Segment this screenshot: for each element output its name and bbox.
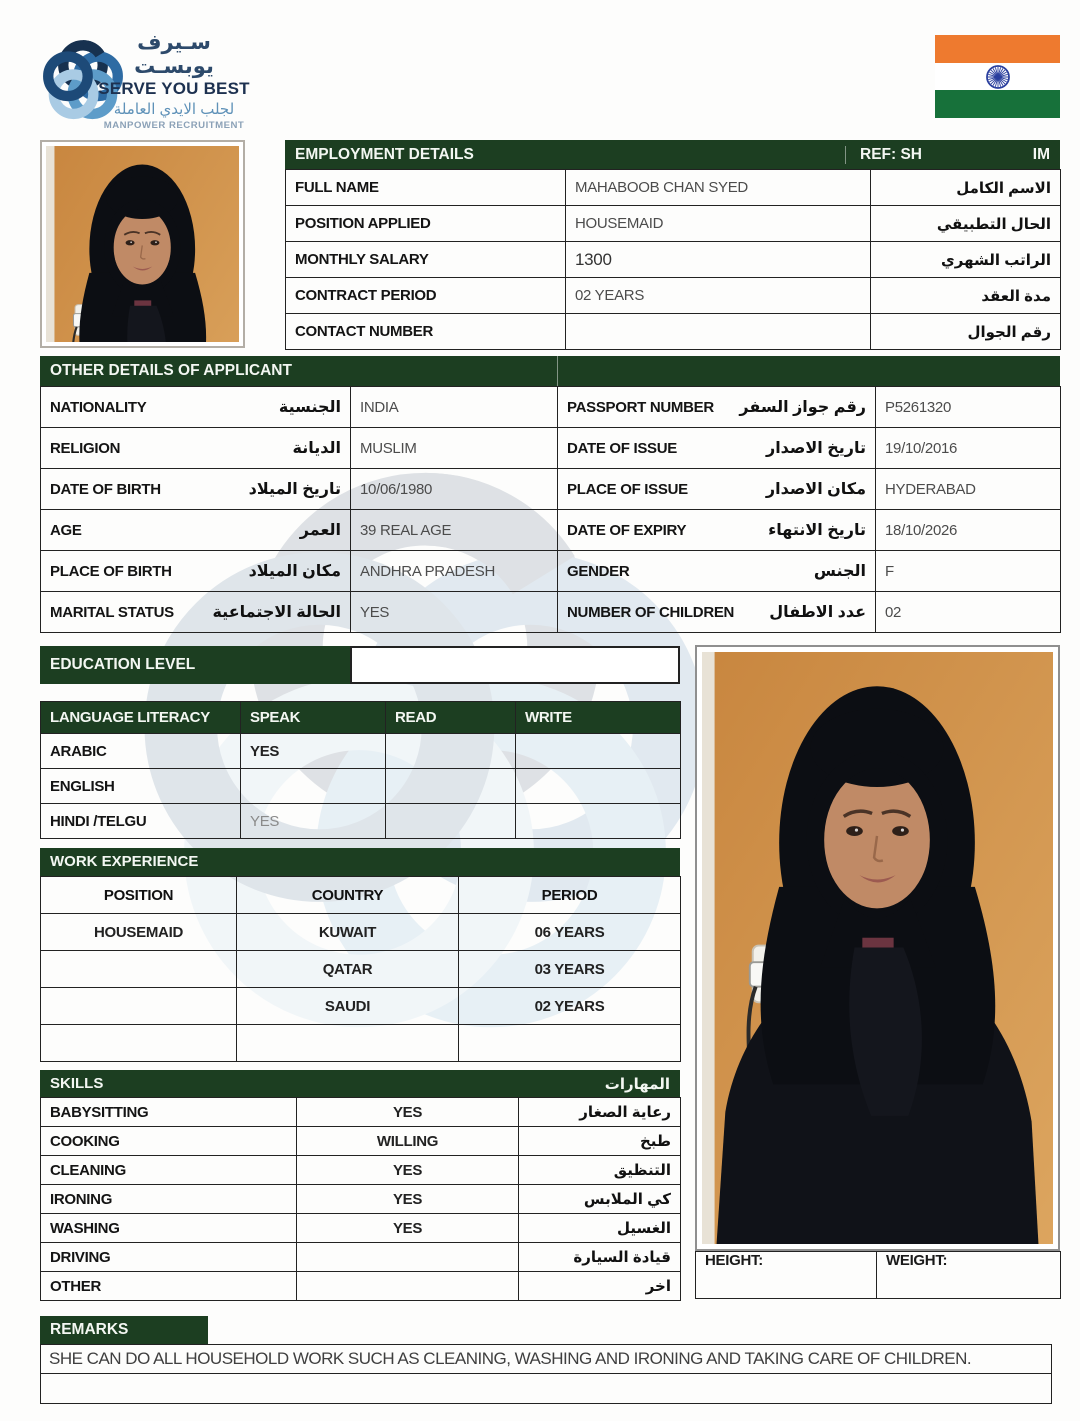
- skills-title-arabic: المهارات: [604, 1075, 670, 1093]
- field-label: MONTHLY SALARY: [286, 242, 566, 278]
- table-row: [286, 314, 1061, 350]
- table-row: [41, 592, 1061, 633]
- field-arabic-label: الراتب الشهري: [871, 242, 1061, 278]
- table-row: [41, 734, 681, 769]
- field-label: PLACE OF ISSUE: [567, 480, 688, 498]
- period-value: [459, 1025, 681, 1062]
- field-arabic-label: رقم جواز السفر: [739, 399, 866, 416]
- field-label: DATE OF EXPIRY: [567, 521, 687, 539]
- field-label: GENDER: [567, 562, 630, 580]
- table-row: [41, 428, 1061, 469]
- position-value: [41, 1025, 237, 1062]
- field-label-cell: [558, 592, 876, 633]
- table-row: [41, 914, 681, 951]
- skill-value: YES: [297, 1098, 519, 1127]
- field-label-cell: [558, 387, 876, 428]
- field-value: ANDHRA PRADESH: [351, 551, 558, 592]
- country-value: [237, 1025, 459, 1062]
- column-header: POSITION: [41, 877, 237, 914]
- table-row: [41, 387, 1061, 428]
- table-row: [41, 469, 1061, 510]
- field-arabic-label: مكان الميلاد: [248, 563, 341, 580]
- read-value: [386, 769, 516, 804]
- column-header: PERIOD: [459, 877, 681, 914]
- other-details-header: [40, 356, 1060, 386]
- field-label: CONTACT NUMBER: [286, 314, 566, 350]
- brand-arabic-name: سـيرف يوبسـت: [134, 31, 214, 79]
- field-value: [566, 314, 871, 350]
- field-label-cell: [41, 428, 351, 469]
- field-label: NATIONALITY: [50, 398, 147, 416]
- skill-arabic-label: طبخ: [519, 1127, 681, 1156]
- remarks-header: REMARKS: [40, 1316, 208, 1344]
- field-label: AGE: [50, 521, 82, 539]
- write-value: [516, 769, 681, 804]
- other-details-header-right: [557, 356, 1060, 386]
- employment-details-table: [285, 169, 1061, 350]
- period-value: 06 YEARS: [459, 914, 681, 951]
- applicant-photo-large: [695, 645, 1060, 1251]
- field-label: PLACE OF BIRTH: [50, 562, 172, 580]
- country-value: QATAR: [237, 951, 459, 988]
- field-value: HOUSEMAID: [566, 206, 871, 242]
- speak-value: YES: [241, 804, 386, 839]
- read-value: [386, 734, 516, 769]
- speak-value: YES: [241, 734, 386, 769]
- field-arabic-label: الحال التطبيقي: [871, 206, 1061, 242]
- skill-value: [297, 1272, 519, 1301]
- field-label-cell: [558, 510, 876, 551]
- field-value: 02 YEARS: [566, 278, 871, 314]
- ashoka-chakra-icon: [985, 64, 1011, 90]
- table-row: [286, 278, 1061, 314]
- field-value: INDIA: [351, 387, 558, 428]
- field-arabic-label: مكان الاصدار: [765, 481, 866, 498]
- field-arabic-label: تاريخ الميلاد: [248, 481, 341, 498]
- field-value: 1300: [566, 242, 871, 278]
- field-arabic-label: تاريخ الانتهاء: [768, 522, 866, 539]
- table-header-row: [41, 702, 681, 734]
- education-level-header: EDUCATION LEVEL: [40, 646, 350, 684]
- column-header: WRITE: [516, 702, 681, 734]
- field-value: F: [876, 551, 1061, 592]
- education-level-value: [350, 646, 680, 684]
- table-row: [286, 242, 1061, 278]
- field-value: 39 REAL AGE: [351, 510, 558, 551]
- table-row: [41, 551, 1061, 592]
- remarks-text: SHE CAN DO ALL HOUSEHOLD WORK SUCH AS CLEANING, WASHING AND IRONING AND TAKING CARE OF CHILDREN.: [40, 1344, 1052, 1374]
- skill-arabic-label: قيادة السيارة: [519, 1243, 681, 1272]
- field-label: CONTRACT PERIOD: [286, 278, 566, 314]
- height-label: HEIGHT:: [696, 1252, 877, 1299]
- skill-label: WASHING: [41, 1214, 297, 1243]
- field-value: 18/10/2026: [876, 510, 1061, 551]
- table-row: [41, 988, 681, 1025]
- field-label: PASSPORT NUMBER: [567, 398, 714, 416]
- language-name: HINDI /TELGU: [41, 804, 241, 839]
- field-label: POSITION APPLIED: [286, 206, 566, 242]
- field-arabic-label: رقم الجوال: [871, 314, 1061, 350]
- brand-arabic-tagline: لجلب الايدي العاملة: [113, 100, 235, 118]
- skill-label: OTHER: [41, 1272, 297, 1301]
- field-value: HYDERABAD: [876, 469, 1061, 510]
- write-value: [516, 804, 681, 839]
- table-row: [41, 1243, 681, 1272]
- employment-details-header: [285, 140, 1060, 169]
- language-literacy-table: [40, 701, 681, 839]
- field-arabic-label: الحالة الاجتماعية: [212, 604, 341, 621]
- applicant-photo-small: [40, 140, 245, 348]
- column-header: READ: [386, 702, 516, 734]
- field-label-cell: [41, 592, 351, 633]
- table-row: [41, 804, 681, 839]
- field-label-cell: [41, 469, 351, 510]
- company-brand-block: [98, 31, 250, 131]
- field-arabic-label: العمر: [299, 522, 341, 539]
- work-experience-header: WORK EXPERIENCE: [40, 848, 680, 876]
- field-label: DATE OF BIRTH: [50, 480, 161, 498]
- remarks-empty-row: [40, 1374, 1052, 1404]
- table-row: [41, 1272, 681, 1301]
- table-row: [41, 1098, 681, 1127]
- flag-green-stripe: [935, 90, 1060, 118]
- field-label-cell: [41, 510, 351, 551]
- weight-label: WEIGHT:: [877, 1252, 1061, 1299]
- field-value: P5261320: [876, 387, 1061, 428]
- skill-arabic-label: اخر: [519, 1272, 681, 1301]
- country-value: SAUDI: [237, 988, 459, 1025]
- column-header: SPEAK: [241, 702, 386, 734]
- column-header: LANGUAGE LITERACY: [41, 702, 241, 734]
- brand-english-tagline: MANPOWER RECRUITMENT: [103, 120, 245, 132]
- table-row: [286, 206, 1061, 242]
- skill-value: YES: [297, 1156, 519, 1185]
- skill-label: CLEANING: [41, 1156, 297, 1185]
- table-row: [286, 170, 1061, 206]
- measurements-table: [695, 1251, 1061, 1299]
- field-value: MUSLIM: [351, 428, 558, 469]
- skill-arabic-label: الغسيل: [519, 1214, 681, 1243]
- field-value: MAHABOOB CHAN SYED: [566, 170, 871, 206]
- skills-header: [40, 1070, 680, 1097]
- field-arabic-label: مدة العقد: [871, 278, 1061, 314]
- skill-value: WILLING: [297, 1127, 519, 1156]
- table-row: [696, 1252, 1061, 1299]
- skill-arabic-label: رعاية الصغار: [519, 1098, 681, 1127]
- table-row: [41, 1127, 681, 1156]
- field-label-cell: [41, 387, 351, 428]
- table-row: [41, 1025, 681, 1062]
- skill-label: DRIVING: [41, 1243, 297, 1272]
- field-label: MARITAL STATUS: [50, 603, 174, 621]
- work-experience-table: [40, 876, 681, 1062]
- field-label-cell: [558, 428, 876, 469]
- skill-value: [297, 1243, 519, 1272]
- position-value: [41, 951, 237, 988]
- brand-english-name: SERVE YOU BEST: [98, 79, 250, 99]
- language-name: ENGLISH: [41, 769, 241, 804]
- field-label: FULL NAME: [286, 170, 566, 206]
- field-arabic-label: الجنس: [813, 563, 866, 580]
- other-details-title: OTHER DETAILS OF APPLICANT: [50, 362, 292, 379]
- field-arabic-label: تاريخ الاصدار: [765, 440, 866, 457]
- flag-saffron-stripe: [935, 35, 1060, 63]
- table-row: [41, 1214, 681, 1243]
- write-value: [516, 734, 681, 769]
- employment-ref-label: REF: SH: [860, 145, 922, 163]
- country-value: KUWAIT: [237, 914, 459, 951]
- language-name: ARABIC: [41, 734, 241, 769]
- skill-arabic-label: كي الملابس: [519, 1185, 681, 1214]
- field-label-cell: [558, 551, 876, 592]
- column-header: COUNTRY: [237, 877, 459, 914]
- field-label: NUMBER OF CHILDREN: [567, 603, 735, 621]
- position-value: HOUSEMAID: [41, 914, 237, 951]
- field-value: 19/10/2016: [876, 428, 1061, 469]
- table-row: [41, 769, 681, 804]
- field-value: YES: [351, 592, 558, 633]
- skill-arabic-label: التنظيق: [519, 1156, 681, 1185]
- employment-ref-suffix: IM: [1032, 145, 1050, 163]
- skill-label: IRONING: [41, 1185, 297, 1214]
- skill-label: COOKING: [41, 1127, 297, 1156]
- field-arabic-label: الاسم الكامل: [871, 170, 1061, 206]
- employment-ref: [845, 146, 1050, 164]
- field-label-cell: [41, 551, 351, 592]
- field-label: DATE OF ISSUE: [567, 439, 677, 457]
- period-value: 03 YEARS: [459, 951, 681, 988]
- position-value: [41, 988, 237, 1025]
- skill-label: BABYSITTING: [41, 1098, 297, 1127]
- table-row: [41, 951, 681, 988]
- field-label-cell: [558, 469, 876, 510]
- table-row: [41, 1185, 681, 1214]
- field-value: 10/06/1980: [351, 469, 558, 510]
- speak-value: [241, 769, 386, 804]
- employment-details-title: EMPLOYMENT DETAILS: [295, 145, 474, 163]
- skill-value: YES: [297, 1185, 519, 1214]
- skills-title: SKILLS: [50, 1075, 104, 1092]
- table-header-row: [41, 877, 681, 914]
- read-value: [386, 804, 516, 839]
- period-value: 02 YEARS: [459, 988, 681, 1025]
- field-arabic-label: عدد الاطفال: [769, 604, 866, 621]
- field-value: 02: [876, 592, 1061, 633]
- table-row: [41, 1156, 681, 1185]
- skills-table: [40, 1097, 681, 1301]
- other-details-table: [40, 386, 1061, 633]
- field-arabic-label: الجنسية: [278, 399, 341, 416]
- field-label: RELIGION: [50, 439, 121, 457]
- india-flag: [935, 35, 1060, 118]
- field-arabic-label: الديانة: [292, 440, 341, 457]
- table-row: [41, 510, 1061, 551]
- skill-value: YES: [297, 1214, 519, 1243]
